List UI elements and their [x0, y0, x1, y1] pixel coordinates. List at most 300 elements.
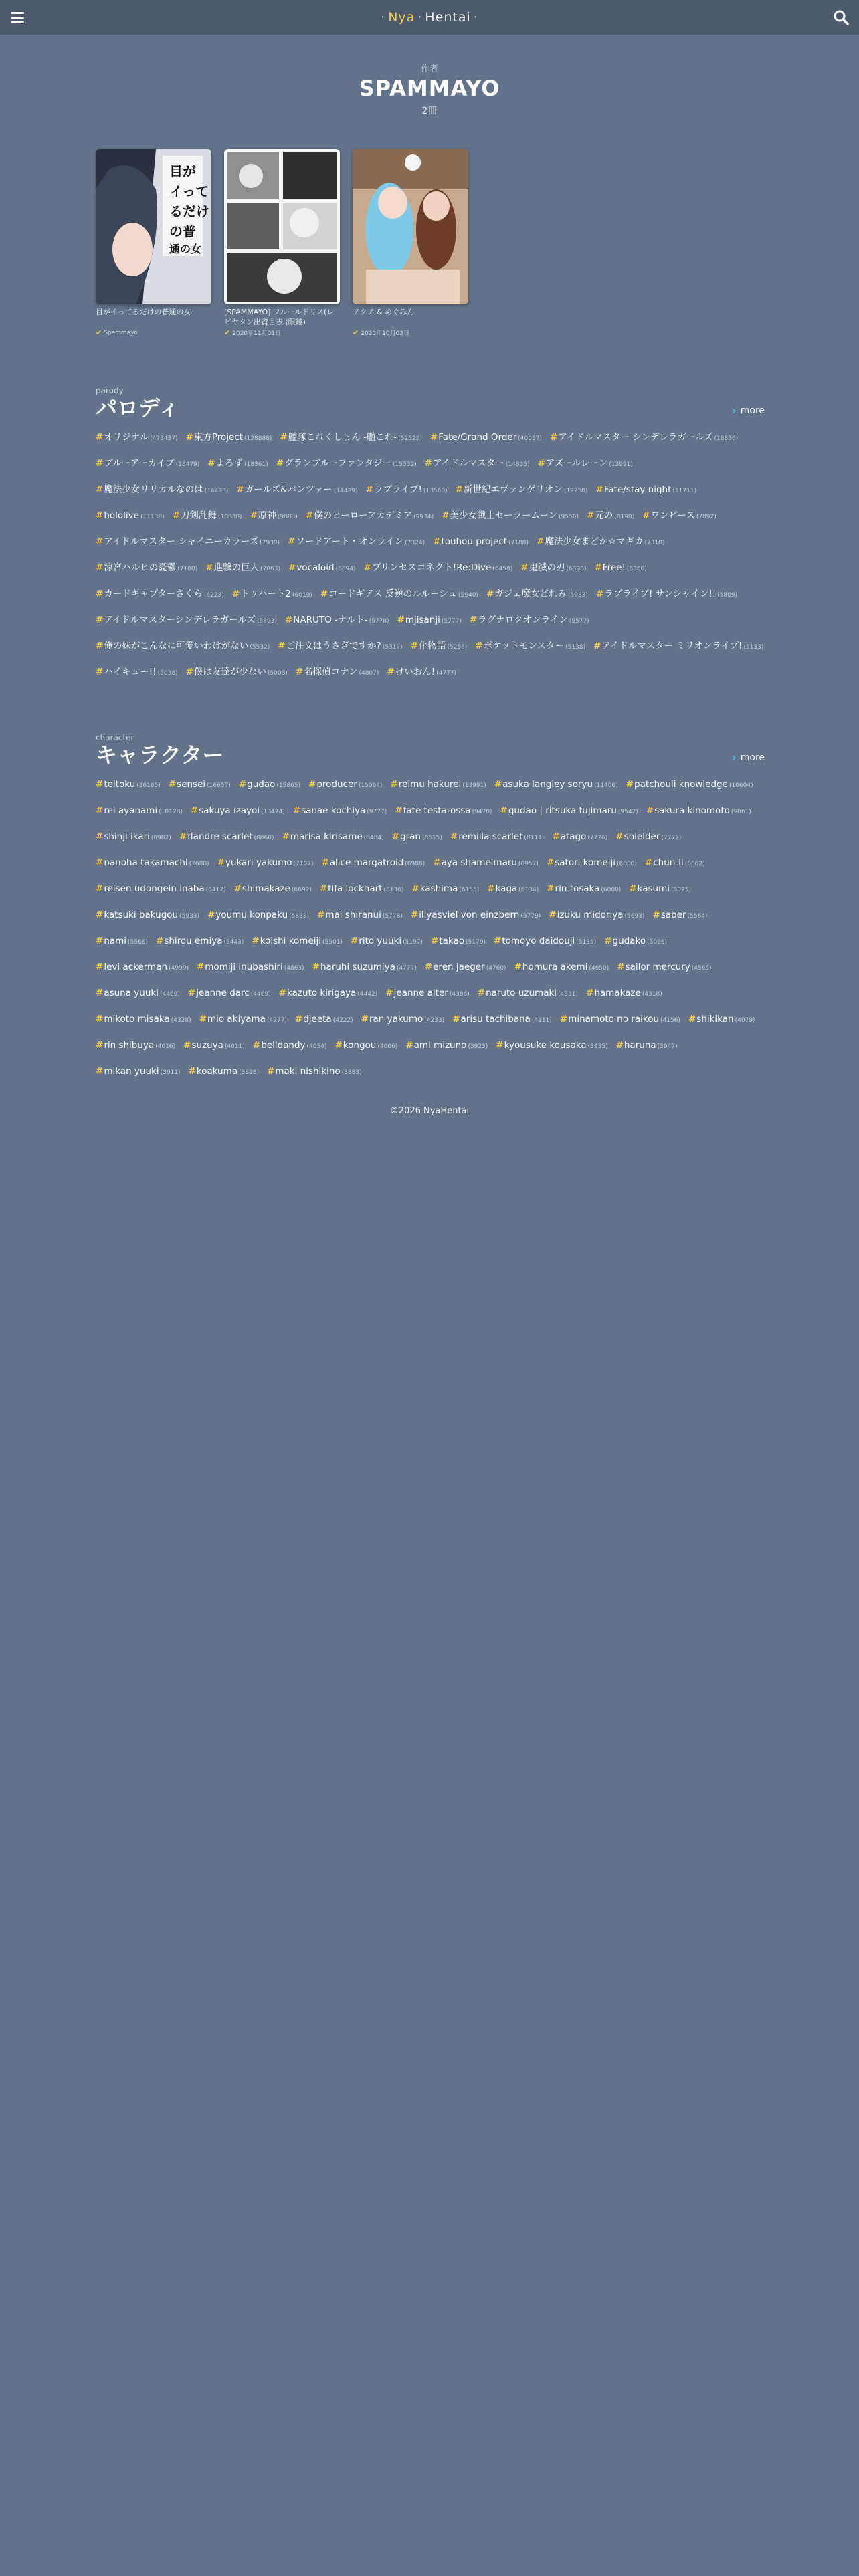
hash-icon: #: [96, 458, 104, 469]
tag-count: (8484): [363, 835, 384, 841]
tag-count: (8982): [151, 835, 171, 841]
tag-count: (6417): [205, 887, 226, 893]
tag-link[interactable]: [596, 481, 697, 500]
tag-link[interactable]: [615, 828, 681, 847]
tag-link[interactable]: [173, 507, 242, 526]
tag-count: (5983): [568, 592, 588, 599]
tag-count: (15064): [358, 782, 383, 789]
tag-count: (14429): [333, 488, 358, 494]
hash-icon: #: [546, 857, 555, 868]
tag-link[interactable]: [96, 559, 197, 578]
tag-link[interactable]: [96, 1063, 181, 1081]
tag-link[interactable]: [604, 932, 667, 951]
tag-name: suzuya: [191, 1040, 223, 1051]
tag-count: (473437): [150, 435, 178, 442]
tag-name: momiji inubashiri: [205, 962, 283, 972]
hash-icon: #: [391, 831, 400, 842]
tag-link[interactable]: [179, 828, 274, 847]
hash-icon: #: [96, 988, 104, 998]
tag-count: (4277): [266, 1017, 287, 1024]
hash-icon: #: [96, 831, 104, 842]
section-subtitle: parody: [96, 386, 124, 395]
tag-name: levi ackerman: [104, 962, 168, 972]
gallery-title[interactable]: アクア & めぐみん: [353, 308, 415, 316]
tag-link[interactable]: [276, 455, 417, 473]
tag-link[interactable]: [550, 429, 738, 447]
tag-link[interactable]: [279, 984, 378, 1003]
tag-link[interactable]: [288, 559, 356, 578]
tag-name: kyousuke kousaka: [504, 1040, 587, 1051]
tag-link[interactable]: [586, 984, 662, 1003]
gallery-card[interactable]: [353, 149, 468, 337]
tag-count: (8111): [524, 835, 545, 841]
tag-name: touhou project: [441, 536, 508, 547]
hash-icon: #: [217, 857, 225, 868]
tag-link[interactable]: [547, 854, 637, 873]
hash-icon: #: [455, 484, 463, 495]
tag-link[interactable]: [411, 637, 468, 656]
tag-link[interactable]: [96, 481, 228, 500]
more-label: more: [740, 752, 765, 763]
hash-icon: #: [433, 857, 441, 868]
tag-link[interactable]: [478, 984, 578, 1003]
tag-link[interactable]: [96, 802, 183, 821]
tag-count: (6228): [203, 592, 224, 599]
tag-link[interactable]: [494, 776, 618, 794]
tag-count: (4016): [155, 1043, 176, 1050]
hash-icon: #: [520, 562, 529, 573]
gallery-title[interactable]: [SPAMMAYO] フルールドリス(レビヤタン出資目表 (眼鏡): [224, 308, 335, 326]
tag-link[interactable]: [188, 984, 271, 1003]
hash-icon: #: [96, 615, 104, 625]
tag-name: ハイキュー!!: [104, 667, 157, 677]
tag-link[interactable]: [317, 906, 403, 925]
tag-link[interactable]: [306, 507, 434, 526]
tag-link[interactable]: [199, 1010, 287, 1029]
tag-link[interactable]: [652, 906, 707, 925]
tag-count: (15865): [276, 782, 301, 789]
tag-count: (7939): [260, 540, 280, 546]
tag-count: (12250): [563, 488, 588, 494]
tag-link[interactable]: [253, 1037, 327, 1055]
tag-link[interactable]: [425, 958, 506, 977]
tag-link[interactable]: [616, 1037, 678, 1055]
tag-name: kaga: [495, 883, 518, 894]
tag-count: (4863): [284, 965, 304, 972]
tag-name: 魔法少女まどか☆マギカ: [545, 536, 644, 547]
character-section: [96, 733, 765, 1081]
tag-link[interactable]: [335, 1037, 397, 1055]
tag-count: (5501): [322, 939, 343, 946]
hash-icon: #: [96, 805, 104, 816]
hash-icon: #: [188, 1066, 196, 1077]
tag-name: ご注文はうさぎですか?: [286, 641, 381, 651]
tag-name: mikoto misaka: [104, 1014, 170, 1025]
tag-link[interactable]: [361, 1010, 445, 1029]
tag-link[interactable]: [587, 507, 634, 526]
tag-link[interactable]: [560, 1010, 680, 1029]
tag-link[interactable]: [385, 984, 469, 1003]
tag-count: (5443): [223, 939, 244, 946]
tag-name: mai shiranui: [325, 909, 381, 920]
tag-count: (6986): [405, 861, 425, 867]
tag-link[interactable]: [430, 429, 542, 447]
hash-icon: #: [411, 883, 419, 894]
tag-link[interactable]: [232, 585, 312, 604]
tag-link[interactable]: [520, 559, 586, 578]
tag-count: (3947): [657, 1043, 678, 1050]
tag-name: sanae kochiya: [301, 805, 366, 816]
tag-name: fate testarossa: [403, 805, 471, 816]
tag-count: (13991): [609, 461, 633, 468]
tag-link[interactable]: [96, 880, 226, 899]
tag-count: (8190): [614, 514, 635, 520]
tag-link[interactable]: [496, 1037, 607, 1055]
tag-count: (18836): [714, 435, 739, 442]
tag-link[interactable]: [312, 958, 417, 977]
tag-link[interactable]: [593, 637, 763, 656]
tag-count: (18361): [244, 461, 268, 468]
gallery-meta-text: Spammayo: [104, 329, 138, 336]
parody-tag-list: [96, 429, 765, 682]
hash-icon: #: [190, 805, 199, 816]
tag-link[interactable]: [537, 533, 664, 552]
tag-link[interactable]: [96, 854, 209, 873]
tag-link[interactable]: [688, 1010, 755, 1029]
hash-icon: #: [278, 641, 286, 651]
tag-name: tifa lockhart: [328, 883, 383, 894]
tag-link[interactable]: [96, 828, 171, 847]
hash-icon: #: [604, 936, 612, 946]
tag-link[interactable]: [96, 429, 178, 447]
hash-icon: #: [424, 458, 433, 469]
gallery-thumbnail[interactable]: [224, 149, 340, 304]
tag-link[interactable]: [646, 802, 751, 821]
hash-icon: #: [207, 909, 215, 920]
tag-link[interactable]: [390, 776, 486, 794]
hash-icon: #: [252, 936, 260, 946]
tag-count: (11138): [140, 514, 165, 520]
tag-name: けいおん!: [395, 667, 436, 677]
gallery-card[interactable]: [224, 149, 340, 337]
tag-count: (5893): [257, 618, 277, 625]
tag-name: illyasviel von einzbern: [419, 909, 520, 920]
tag-name: koakuma: [196, 1066, 238, 1077]
tag-name: アイドルマスター: [433, 458, 504, 469]
tag-link[interactable]: [169, 776, 231, 794]
hash-icon: #: [250, 510, 258, 521]
hash-icon: #: [537, 536, 545, 547]
tag-link[interactable]: [411, 880, 479, 899]
tag-link[interactable]: [351, 932, 423, 951]
tag-name: ソードアート・オンライン: [296, 536, 404, 547]
tag-link[interactable]: [320, 880, 404, 899]
tag-link[interactable]: [205, 559, 280, 578]
tag-name: naruto uzumaki: [486, 988, 557, 998]
hash-icon: #: [155, 936, 164, 946]
tag-name: sensei: [177, 779, 206, 790]
hamburger-icon[interactable]: [9, 9, 25, 25]
hash-icon: #: [514, 962, 522, 972]
tag-link[interactable]: [395, 802, 492, 821]
tag-name: vocaloid: [296, 562, 335, 573]
hash-icon: #: [549, 909, 557, 920]
tag-name: gudako: [612, 936, 646, 946]
parody-more-link[interactable]: [732, 404, 765, 417]
tag-link[interactable]: [452, 1010, 552, 1029]
tag-name: mikan yuuki: [104, 1066, 159, 1077]
tag-count: (4565): [691, 965, 712, 972]
tag-link[interactable]: [280, 429, 422, 447]
tag-link[interactable]: [207, 455, 268, 473]
tag-link[interactable]: [494, 932, 596, 951]
check-icon: ✔: [224, 328, 231, 337]
tag-link[interactable]: [293, 802, 387, 821]
hash-icon: #: [280, 432, 288, 443]
search-icon[interactable]: [832, 9, 850, 26]
hash-icon: #: [185, 667, 193, 677]
tag-count: (5258): [447, 644, 468, 651]
tag-count: (5940): [458, 592, 478, 599]
tag-link[interactable]: [642, 507, 717, 526]
tag-count: (4760): [486, 965, 506, 972]
tag-link[interactable]: [425, 455, 530, 473]
tag-link[interactable]: [96, 1037, 175, 1055]
tag-link[interactable]: [405, 1037, 488, 1055]
hash-icon: #: [96, 779, 104, 790]
tag-link[interactable]: [547, 880, 621, 899]
footer-copyright: ©2026 NyaHentai: [389, 1106, 470, 1116]
tag-name: rin tosaka: [555, 883, 600, 894]
tag-name: ワンピース: [650, 510, 695, 521]
tag-name: アイドルマスター シャイニーカラーズ: [104, 536, 259, 547]
tag-link[interactable]: [207, 906, 309, 925]
tag-link[interactable]: [470, 611, 589, 630]
hash-icon: #: [442, 510, 450, 521]
logo-dot-left: ·: [381, 10, 386, 25]
tag-name: 僕のヒーローアカデミア: [314, 510, 413, 521]
tag-link[interactable]: [96, 776, 161, 794]
tag-link[interactable]: [475, 637, 585, 656]
hash-icon: #: [547, 883, 555, 894]
tag-link[interactable]: [96, 585, 224, 604]
tag-link[interactable]: [96, 611, 277, 630]
tag-name: ガジェ魔女どれみ: [494, 588, 567, 599]
tag-link[interactable]: [96, 533, 280, 552]
tag-link[interactable]: [96, 958, 189, 977]
tag-name: jeanne alter: [393, 988, 448, 998]
tag-link[interactable]: [197, 958, 304, 977]
tag-link[interactable]: [96, 637, 270, 656]
tag-link[interactable]: [549, 906, 644, 925]
tag-name: patchouli knowledge: [634, 779, 728, 790]
hash-icon: #: [96, 1040, 104, 1051]
site-logo[interactable]: [378, 10, 481, 25]
section-title: パロディ: [96, 395, 180, 421]
tag-link[interactable]: [96, 455, 199, 473]
tag-link[interactable]: [239, 776, 300, 794]
section-title: キャラクター: [96, 742, 224, 768]
tag-link[interactable]: [96, 932, 148, 951]
tag-count: (14835): [505, 461, 530, 468]
tag-name: rin shibuya: [104, 1040, 155, 1051]
tag-count: (5888): [289, 913, 310, 920]
tag-name: mio akiyama: [207, 1014, 266, 1025]
tag-link[interactable]: [217, 854, 314, 873]
tag-link[interactable]: [397, 611, 462, 630]
hash-icon: #: [317, 909, 325, 920]
tag-link[interactable]: [183, 1037, 245, 1055]
tag-link[interactable]: [594, 559, 646, 578]
tag-link[interactable]: [629, 880, 691, 899]
tag-link[interactable]: [285, 611, 389, 630]
tag-count: (6458): [492, 566, 513, 572]
tag-name: izuku midoriya: [557, 909, 624, 920]
tag-link[interactable]: [500, 802, 638, 821]
tag-link[interactable]: [431, 932, 486, 951]
tag-link[interactable]: [96, 984, 180, 1003]
tag-link[interactable]: [442, 507, 579, 526]
hash-icon: #: [185, 432, 193, 443]
tag-link[interactable]: [96, 663, 178, 682]
tag-link[interactable]: [186, 429, 272, 447]
tag-count: (4999): [169, 965, 189, 972]
hash-icon: #: [321, 857, 329, 868]
tag-link[interactable]: [486, 585, 588, 604]
hash-icon: #: [390, 779, 398, 790]
parody-section: [96, 386, 765, 682]
tag-link[interactable]: [366, 481, 448, 500]
tag-link[interactable]: [450, 828, 544, 847]
tag-count: (4054): [306, 1043, 327, 1050]
tag-link[interactable]: [250, 507, 298, 526]
tag-link[interactable]: [252, 932, 343, 951]
tag-link[interactable]: [278, 637, 402, 656]
hash-icon: #: [452, 1014, 460, 1025]
tag-link[interactable]: [295, 1010, 353, 1029]
tag-link[interactable]: [392, 828, 442, 847]
gallery-meta: [224, 328, 340, 337]
tag-name: kasumi: [637, 883, 670, 894]
check-icon: ✔: [353, 328, 359, 337]
tag-count: (4442): [357, 991, 378, 998]
tag-link[interactable]: [411, 906, 541, 925]
tag-link[interactable]: [626, 776, 753, 794]
tag-link[interactable]: [433, 854, 539, 873]
tag-count: (13991): [462, 782, 486, 789]
hash-icon: #: [96, 484, 104, 495]
tag-count: (3923): [468, 1043, 488, 1050]
tag-name: arisu tachibana: [460, 1014, 531, 1025]
tag-name: アズールレーン: [545, 458, 608, 469]
tag-name: jeanne darc: [196, 988, 250, 998]
gallery-thumbnail[interactable]: [353, 149, 468, 304]
hash-icon: #: [644, 857, 653, 868]
tag-link[interactable]: [308, 776, 382, 794]
tag-link[interactable]: [617, 958, 711, 977]
tag-name: プリンセスコネクト!Re:Dive: [371, 562, 492, 573]
tag-link[interactable]: [267, 1063, 362, 1081]
tag-count: (3935): [587, 1043, 608, 1050]
tag-count: (4469): [250, 991, 271, 998]
tag-name: 化物語: [418, 641, 446, 651]
tag-count: (6662): [684, 861, 705, 867]
tag-link[interactable]: [433, 533, 529, 552]
tag-link[interactable]: [296, 663, 379, 682]
tag-count: (4469): [159, 991, 180, 998]
tag-link[interactable]: [596, 585, 737, 604]
gallery-title[interactable]: 目がイってるだけの普通の女: [96, 308, 191, 316]
tag-link[interactable]: [234, 880, 312, 899]
tag-count: (6360): [626, 566, 647, 572]
tag-name: minamoto no raikou: [568, 1014, 660, 1025]
tag-link[interactable]: [191, 802, 285, 821]
tag-link[interactable]: [364, 559, 513, 578]
tag-link[interactable]: [96, 1010, 191, 1029]
section-subtitle: character: [96, 733, 134, 742]
tag-name: eren jaeger: [433, 962, 485, 972]
hash-icon: #: [475, 641, 483, 651]
tag-link[interactable]: [321, 854, 425, 873]
tag-count: (5693): [624, 913, 645, 920]
tag-link[interactable]: [456, 481, 588, 500]
tag-link[interactable]: [487, 880, 539, 899]
tag-link[interactable]: [96, 507, 165, 526]
tag-link[interactable]: [186, 663, 288, 682]
tag-name: よろず: [215, 458, 244, 469]
logo-accent: Nya: [388, 10, 415, 25]
tag-link[interactable]: [320, 585, 478, 604]
gallery-card[interactable]: [96, 149, 211, 337]
tag-link[interactable]: [156, 932, 244, 951]
tag-name: ami mizuno: [413, 1040, 467, 1051]
hash-icon: #: [252, 1040, 261, 1051]
tag-name: アイドルマスターシンデレラガールズ: [104, 615, 256, 625]
tag-count: (5197): [403, 939, 423, 946]
tag-link[interactable]: [387, 663, 456, 682]
tag-link[interactable]: [552, 828, 607, 847]
tag-count: (6957): [518, 861, 539, 867]
tag-count: (10474): [261, 809, 285, 815]
author-book-count: 2冊: [421, 106, 438, 116]
tag-name: mjisanji: [405, 615, 440, 625]
tag-link[interactable]: [288, 533, 425, 552]
hash-icon: #: [199, 1014, 207, 1025]
tag-count: (4777): [436, 670, 457, 677]
gallery-thumbnail[interactable]: [96, 149, 211, 304]
tag-link[interactable]: [189, 1063, 260, 1081]
tag-link[interactable]: [537, 455, 632, 473]
tag-name: 魔法少女リリカルなのは: [104, 484, 203, 495]
hash-icon: #: [450, 831, 458, 842]
hash-icon: #: [552, 831, 560, 842]
svg-text:目が: 目が: [169, 163, 196, 179]
hash-icon: #: [559, 1014, 568, 1025]
tag-name: ブルーアーカイブ: [104, 458, 175, 469]
tag-link[interactable]: [96, 906, 199, 925]
hash-icon: #: [168, 779, 177, 790]
tag-name: haruhi suzumiya: [320, 962, 395, 972]
tag-link[interactable]: [645, 854, 705, 873]
tag-link[interactable]: [282, 828, 384, 847]
tag-name: reisen udongein inaba: [104, 883, 205, 894]
tag-count: (5317): [382, 644, 403, 651]
tag-name: yukari yakumo: [225, 857, 292, 868]
character-more-link[interactable]: [732, 751, 765, 764]
tag-link[interactable]: [514, 958, 609, 977]
tag-link[interactable]: [236, 481, 357, 500]
gallery-meta-text: 2020年11月01日: [232, 330, 282, 337]
